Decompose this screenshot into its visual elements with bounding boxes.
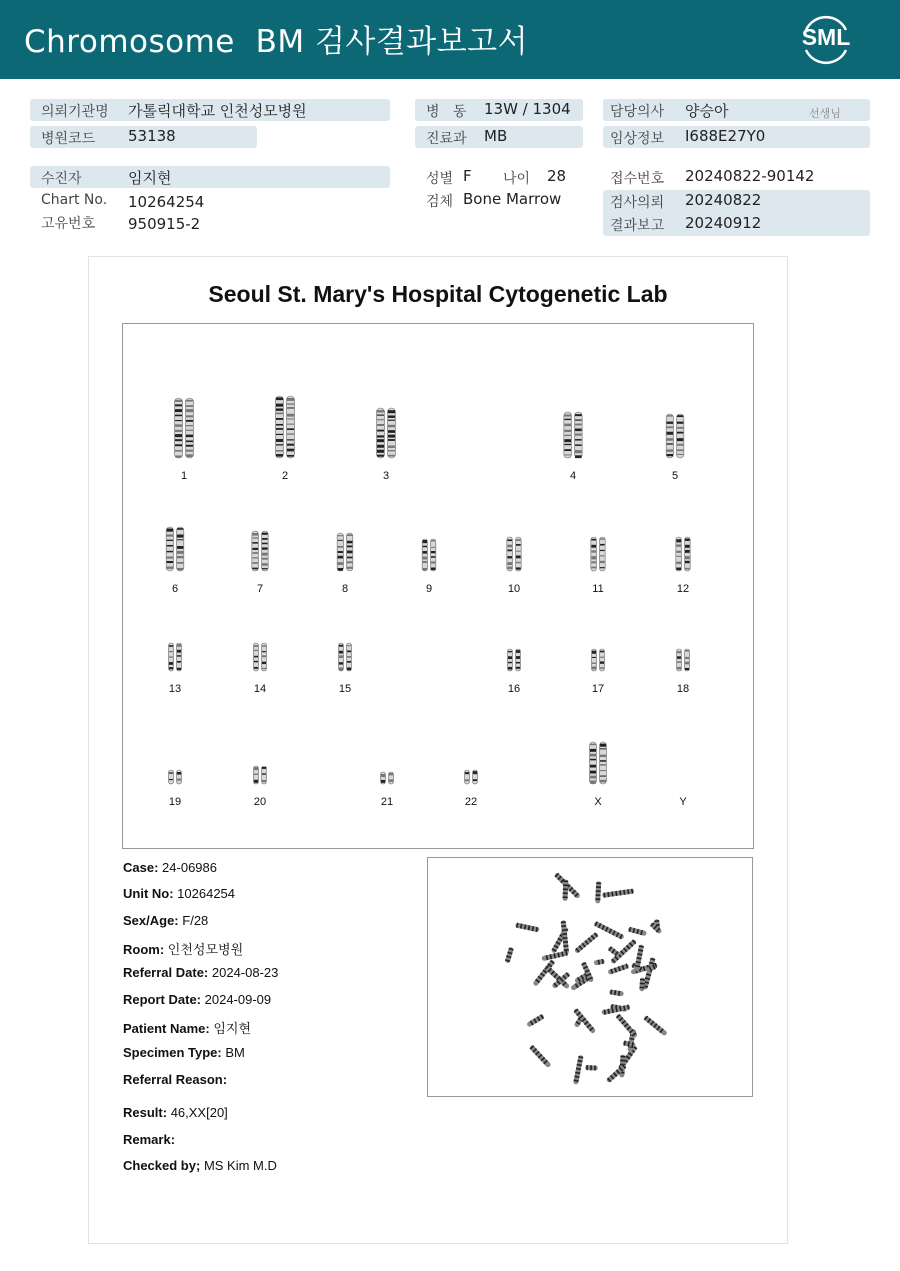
lab-title: Seoul St. Mary's Hospital Cytogenetic Lab <box>208 281 668 307</box>
chromosome-label-17: 17 <box>591 683 605 695</box>
sexage-line <box>123 913 208 928</box>
remark-line <box>123 1132 175 1147</box>
chromosome-pair-4 <box>556 410 590 460</box>
age-value: 28 <box>547 167 567 185</box>
chart-label: Chart No. <box>41 192 108 208</box>
patient-name-label: Patient Name: <box>123 1021 210 1036</box>
doctor-value: 양승아 <box>685 102 729 120</box>
clinical-value: I688E27Y0 <box>685 127 766 145</box>
chromosome-label-11: 11 <box>592 583 604 595</box>
patient-name-value: 임지현 <box>213 1021 252 1036</box>
id-label: 고유번호 <box>41 216 96 232</box>
sml-logo <box>796 12 856 66</box>
case-value: 24-06986 <box>162 860 217 875</box>
report-date-label: Report Date: <box>123 992 202 1007</box>
chromosome-label-3: 3 <box>382 470 390 482</box>
specimen-label: 검체 <box>426 194 454 210</box>
chromosome-label-19: 19 <box>168 796 182 808</box>
chromosome-label-10: 10 <box>507 583 521 595</box>
chromosome-label-1: 1 <box>180 470 188 482</box>
referral-reason-line <box>123 1072 227 1087</box>
chromosome-pair-3 <box>369 406 403 460</box>
report-date-line <box>123 992 271 1007</box>
page-title: Chromosome BM 검사결과보고서 <box>24 24 529 60</box>
referral-date-label: Referral Date: <box>123 965 209 980</box>
chromosome-label-5: 5 <box>671 470 679 482</box>
chromosome-pair-5 <box>658 412 692 460</box>
specimen-value: Bone Marrow <box>463 190 562 208</box>
chromosome-label-20: 20 <box>253 796 267 808</box>
chromosome-pair-17 <box>581 647 615 673</box>
unit-line <box>123 886 235 901</box>
hospital-code-label: 병원코드 <box>41 131 96 147</box>
room-line <box>123 939 243 958</box>
chromosome-label-13: 13 <box>168 683 182 695</box>
hospital-code-value: 53138 <box>128 127 176 145</box>
referral-date-value: 2024-08-23 <box>211 965 279 980</box>
dept-value: MB <box>484 127 508 145</box>
age-label: 나이 <box>503 171 531 187</box>
ward-value: 13W / 1304 <box>484 100 571 118</box>
result-line <box>123 1105 228 1120</box>
chromosome-pair-7 <box>243 529 277 573</box>
referral-reason-label: Referral Reason: <box>123 1072 228 1087</box>
chromosome-pair-22 <box>454 768 488 786</box>
chromosome-label-6: 6 <box>171 583 179 595</box>
chromosome-pair-16 <box>497 647 531 673</box>
room-value: 인천성모병원 <box>167 942 244 957</box>
receipt-label: 접수번호 <box>610 171 665 187</box>
ward-label: 병 동 <box>426 104 467 120</box>
clinical-label: 임상정보 <box>610 131 665 147</box>
chromosome-pair-6 <box>158 525 192 573</box>
chromosome-label-7: 7 <box>256 583 264 595</box>
chromosome-pair-20 <box>243 764 277 786</box>
chromosome-pair-X <box>581 740 615 786</box>
patient-bar <box>30 166 390 188</box>
sex-label: 성별 <box>426 171 454 187</box>
patient-value: 임지현 <box>128 169 172 187</box>
chromosome-pair-13 <box>158 641 192 673</box>
case-line <box>123 860 217 875</box>
chromosome-pair-1 <box>167 396 201 460</box>
chromosome-label-X: X <box>594 796 602 808</box>
checked-label: Checked by; <box>123 1158 201 1173</box>
room-label: Room: <box>123 942 165 957</box>
checked-value: MS Kim M.D <box>203 1158 277 1173</box>
chromosome-label-21: 21 <box>380 796 394 808</box>
chromosome-label-2: 2 <box>281 470 289 482</box>
chromosome-label-8: 8 <box>341 583 349 595</box>
chromosome-pair-8 <box>328 531 362 573</box>
specimen-type-label: Specimen Type: <box>123 1045 222 1060</box>
patient-name-line <box>123 1018 251 1037</box>
request-label: 검사의뢰 <box>610 195 665 211</box>
specimen-type-value: BM <box>225 1045 245 1060</box>
sex-value: F <box>463 167 472 185</box>
checked-line <box>123 1158 277 1173</box>
referral-date-line <box>123 965 278 980</box>
chromosome-pair-11 <box>581 535 615 573</box>
chart-value: 10264254 <box>128 193 205 211</box>
result-label: Result: <box>123 1105 168 1120</box>
id-value: 950915-2 <box>128 215 201 233</box>
chromosome-pair-21 <box>370 770 404 786</box>
doctor-label: 담당의사 <box>610 104 665 120</box>
result-value: 46,XX[20] <box>170 1105 228 1120</box>
result-date-value: 20240912 <box>685 214 762 232</box>
unit-value: 10264254 <box>177 886 236 901</box>
chromosome-pair-12 <box>666 535 700 573</box>
dept-label: 진료과 <box>426 131 467 147</box>
report-date-value: 2024-09-09 <box>204 992 272 1007</box>
chromosome-pair-9 <box>412 537 446 573</box>
chromosome-pair-2 <box>268 394 302 460</box>
remark-label: Remark: <box>123 1132 176 1147</box>
chromosome-label-14: 14 <box>253 683 267 695</box>
chromosome-pair-18 <box>666 647 700 673</box>
karyogram <box>122 323 754 849</box>
chromosome-pair-10 <box>497 535 531 573</box>
result-date-label: 결과보고 <box>610 218 665 234</box>
case-label: Case: <box>123 860 159 875</box>
metaphase-image <box>427 857 753 1097</box>
chromosome-label-22: 22 <box>464 796 478 808</box>
request-value: 20240822 <box>685 191 762 209</box>
institution-value: 가톨릭대학교 인천성모병원 <box>128 102 307 120</box>
unit-label: Unit No: <box>123 886 174 901</box>
chromosome-label-15: 15 <box>338 683 352 695</box>
chromosome-label-12: 12 <box>676 583 690 595</box>
sexage-label: Sex/Age: <box>123 913 179 928</box>
chromosome-pair-15 <box>328 641 362 673</box>
institution-label: 의뢰기관명 <box>41 104 109 120</box>
chromosome-pair-14 <box>243 641 277 673</box>
sexage-value: F/28 <box>182 913 209 928</box>
chromosome-label-18: 18 <box>676 683 690 695</box>
doctor-suffix: 선생님 <box>809 107 841 120</box>
report-header <box>0 0 900 79</box>
chromosome-pair-19 <box>158 768 192 786</box>
chromosome-label-16: 16 <box>507 683 521 695</box>
logo-text: SML <box>801 24 851 50</box>
cytogenetic-report <box>88 256 788 1244</box>
chromosome-label-9: 9 <box>425 583 433 595</box>
patient-label: 수진자 <box>41 171 82 187</box>
specimen-type-line <box>123 1045 245 1060</box>
receipt-value: 20240822-90142 <box>685 167 815 185</box>
chromosome-label-Y: Y <box>679 796 687 808</box>
chromosome-label-4: 4 <box>569 470 577 482</box>
